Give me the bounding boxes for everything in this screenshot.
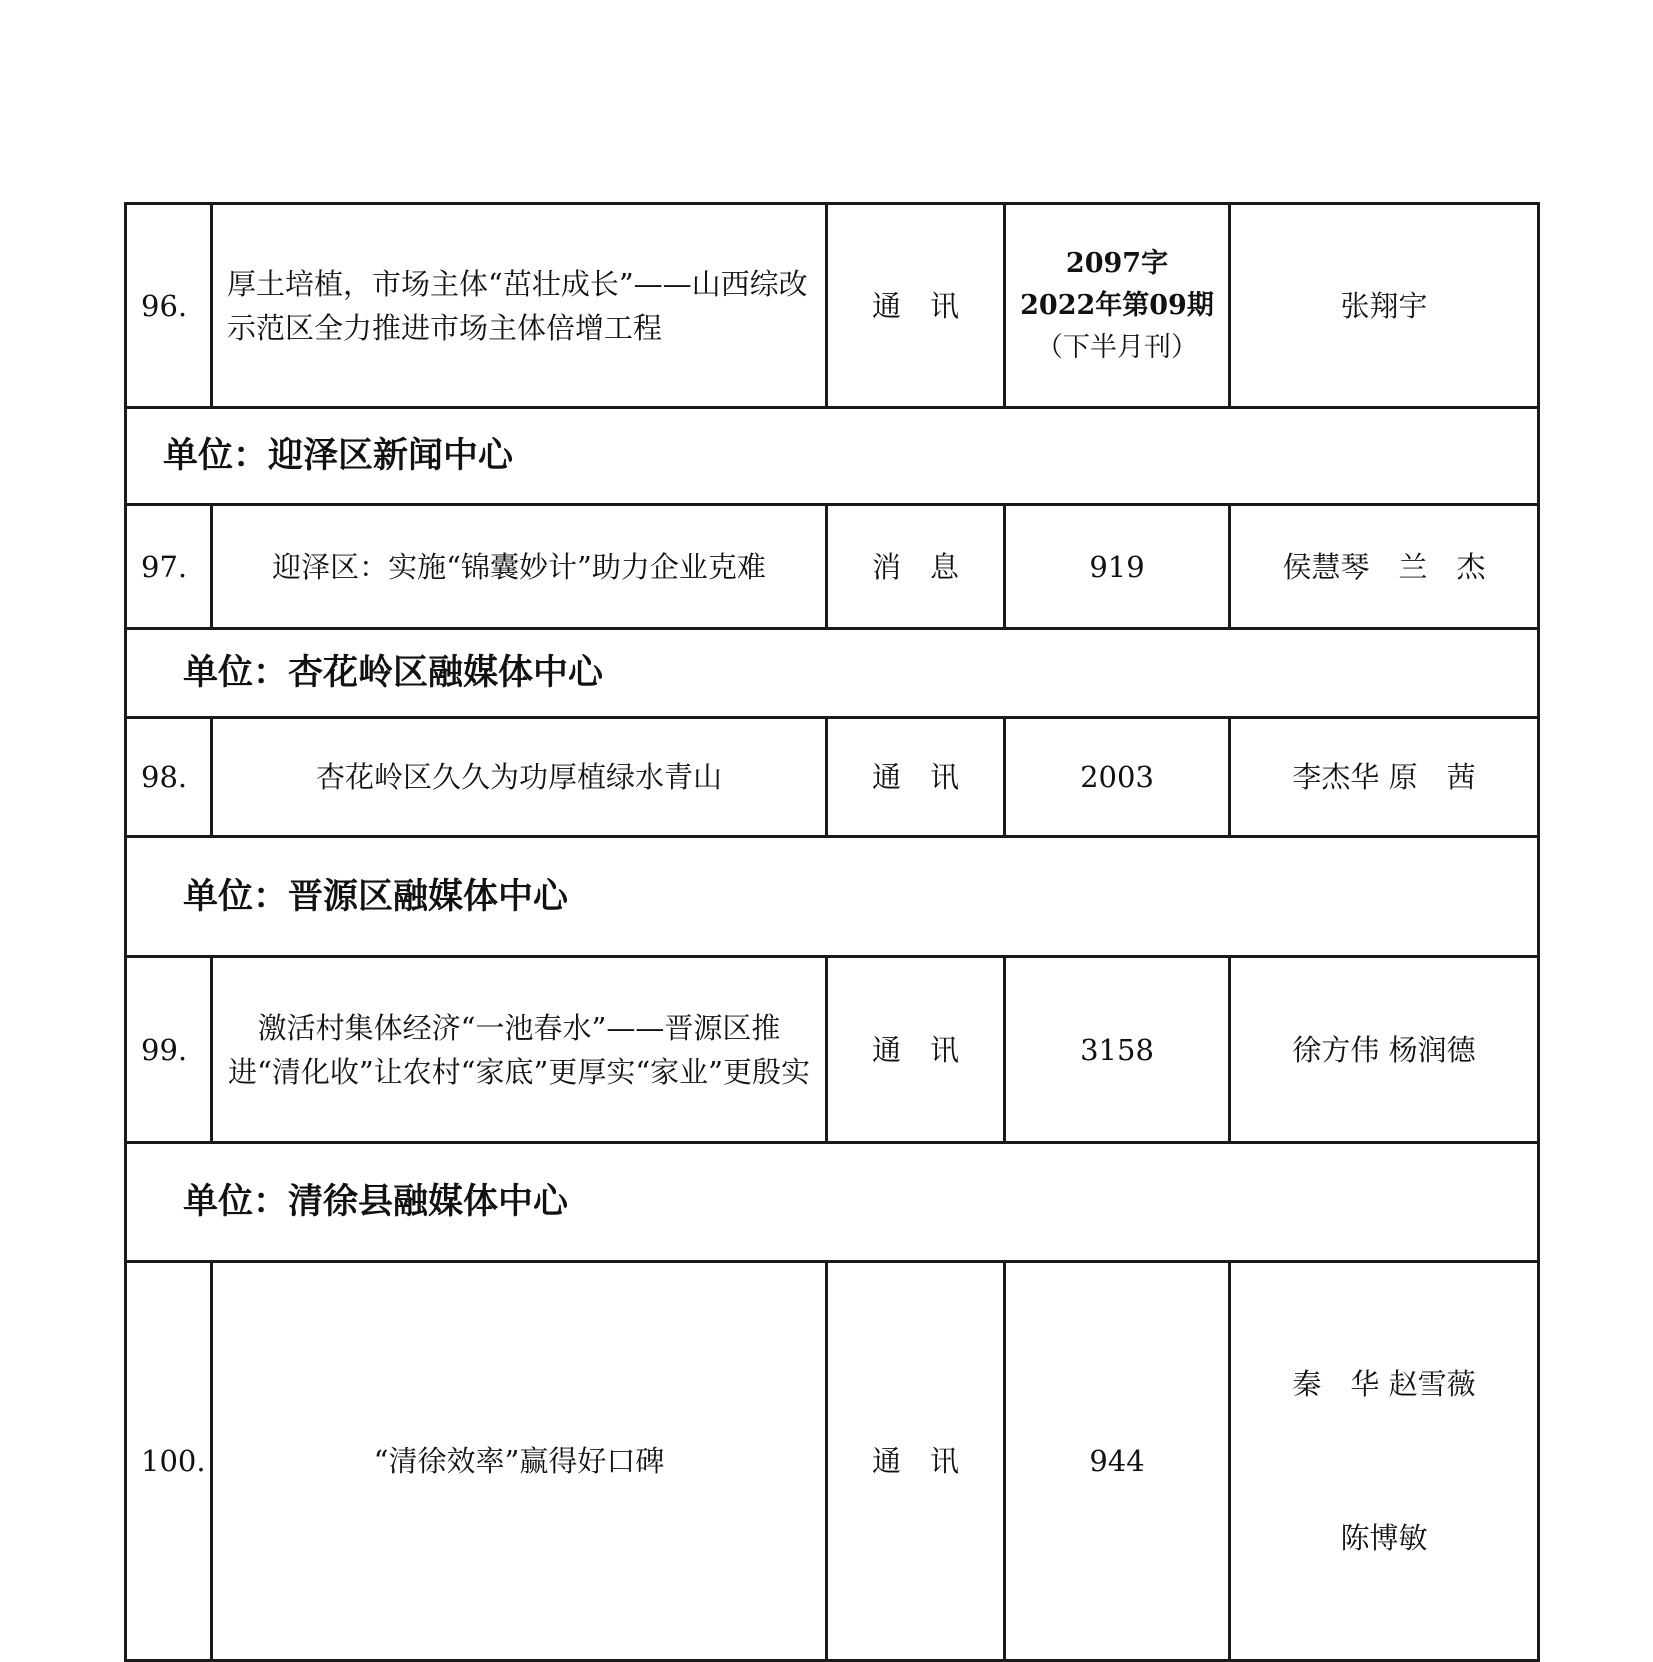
entry-genre-text: 通 讯 [871,1444,959,1478]
unit-heading-text: 单位：晋源区融媒体中心 [183,875,569,917]
entry-genre [827,718,1005,837]
entry-genre [827,505,1005,629]
entry-genre-text: 通 讯 [871,288,959,323]
entry-title: 激活村集体经济“一池春水”——晋源区推进“清化收”让农村“家底”更厚实“家业”更殷实 [212,957,827,1143]
entry-word-count: 919 [1005,505,1230,629]
entry-genre [827,204,1005,408]
table-row [126,505,1539,629]
entry-title: 厚土培植，市场主体“茁壮成长”——山西综改示范区全力推进市场主体倍增工程 [212,204,827,408]
entry-author: 徐方伟 杨润德 [1230,957,1539,1143]
award-list-table [124,202,1540,1662]
unit-heading [126,1143,1539,1262]
entry-author: 李杰华 原 茜 [1230,718,1539,837]
entry-issue: 2022年第09期 [1020,289,1214,321]
entry-number: 100. [126,1262,212,1661]
entry-genre [827,1262,1005,1661]
unit-heading-text: 单位：杏花岭区融媒体中心 [183,652,604,693]
entry-number: 96. [126,204,212,408]
unit-heading [126,837,1539,957]
unit-row [126,408,1539,505]
unit-row [126,837,1539,957]
unit-row [126,629,1539,718]
table-row [126,204,1539,408]
entry-word-count: 944 [1005,1262,1230,1661]
unit-heading [126,408,1539,505]
unit-heading [126,629,1539,718]
table-row [126,1262,1539,1661]
entry-author-line: 陈博敏 [1340,1521,1428,1555]
entry-word-count: 2003 [1005,718,1230,837]
entry-author: 侯慧琴 兰 杰 [1230,505,1539,629]
entry-author: 张翔宇 [1230,204,1539,408]
entry-issue-sub: （下半月刊） [1036,331,1198,363]
entry-title: “清徐效率”赢得好口碑 [212,1262,827,1661]
unit-row [126,1143,1539,1262]
entry-number: 97. [126,505,212,629]
unit-heading-text: 单位：清徐县融媒体中心 [183,1181,569,1222]
entry-genre-text: 通 讯 [871,760,959,794]
entry-word-count: 3158 [1005,957,1230,1143]
entry-author [1230,1262,1539,1661]
table-row [126,957,1539,1143]
entry-genre-text: 通 讯 [871,1032,959,1067]
entry-number: 98. [126,718,212,837]
unit-heading-text: 单位：迎泽区新闻中心 [163,435,514,476]
entry-title: 杏花岭区久久为功厚植绿水青山 [212,718,827,837]
entry-author-line: 秦 华 赵雪薇 [1292,1367,1476,1401]
table-row [126,718,1539,837]
entry-word-count: 2097字 [1065,247,1169,279]
entry-words [1005,204,1230,408]
entry-number: 99. [126,957,212,1143]
entry-genre-text: 消 息 [871,549,959,584]
entry-genre [827,957,1005,1143]
entry-title: 迎泽区：实施“锦囊妙计”助力企业克难 [212,505,827,629]
